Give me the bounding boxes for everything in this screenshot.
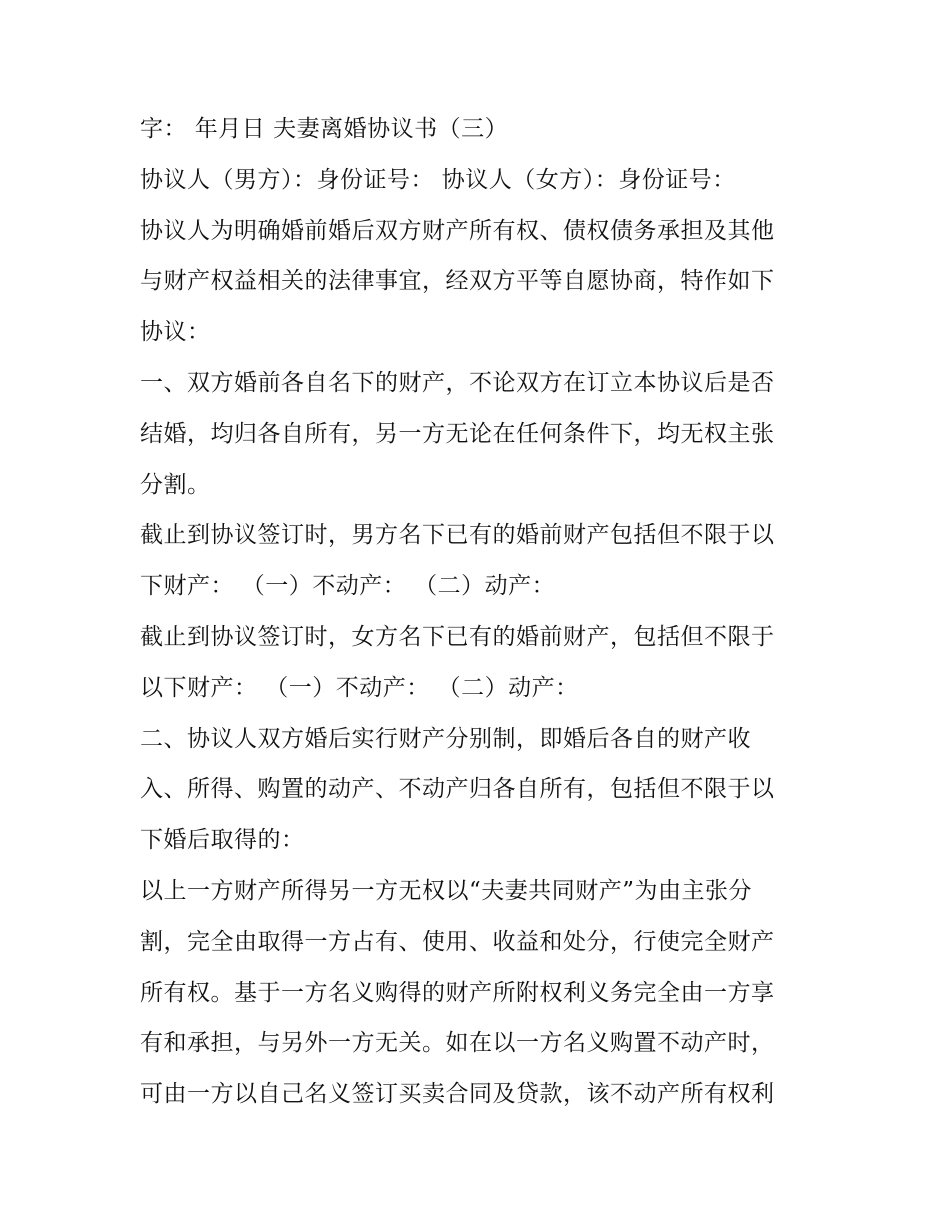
document-body xyxy=(140,104,820,1120)
text-line: 割，完全由取得一方占有、使用、收益和处分，行使完全财产 xyxy=(140,928,775,955)
heading-line: 字： 年月日 夫妻离婚协议书（三） xyxy=(140,116,509,142)
text-line: 下婚后取得的： xyxy=(140,827,305,854)
text-line: 下财产： （一）不动产： （二）动产： xyxy=(140,573,556,600)
text-line: 以下财产： （一）不动产： （二）动产： xyxy=(140,674,579,701)
text-line: 协议： xyxy=(140,319,211,346)
text-line: 所有权。基于一方名义购得的财产所附权利义务完全由一方享 xyxy=(140,979,775,1006)
text-line: 分割。 xyxy=(140,471,211,498)
text-line: 二、协议人双方婚后实行财产分别制，即婚后各自的财产收 xyxy=(140,725,751,752)
text-line: 协议人为明确婚前婚后双方财产所有权、债权债务承担及其他 xyxy=(140,217,775,244)
text-line: 有和承担，与另外一方无关。如在以一方名义购置不动产时， xyxy=(140,1030,775,1057)
text-line: 与财产权益相关的法律事宜，经双方平等自愿协商，特作如下 xyxy=(140,268,775,295)
text-line: 结婚，均归各自所有，另一方无论在任何条件下，均无权主张 xyxy=(140,420,775,447)
text-line: 一、双方婚前各自名下的财产，不论双方在订立本协议后是否 xyxy=(140,369,775,396)
text-line: 入、所得、购置的动产、不动产归各自所有，包括但不限于以 xyxy=(140,776,775,803)
text-line: 截止到协议签订时，男方名下已有的婚前财产包括但不限于以 xyxy=(140,522,775,549)
parties-line: 协议人（男方）：身份证号： 协议人（女方）：身份证号： xyxy=(140,166,736,193)
text-line: 以上一方财产所得另一方无权以“夫妻共同财产”为由主张分 xyxy=(140,877,753,904)
text-line: 可由一方以自己名义签订买卖合同及贷款，该不动产所有权利 xyxy=(140,1081,775,1108)
text-line: 截止到协议签订时，女方名下已有的婚前财产，包括但不限于 xyxy=(140,623,775,650)
